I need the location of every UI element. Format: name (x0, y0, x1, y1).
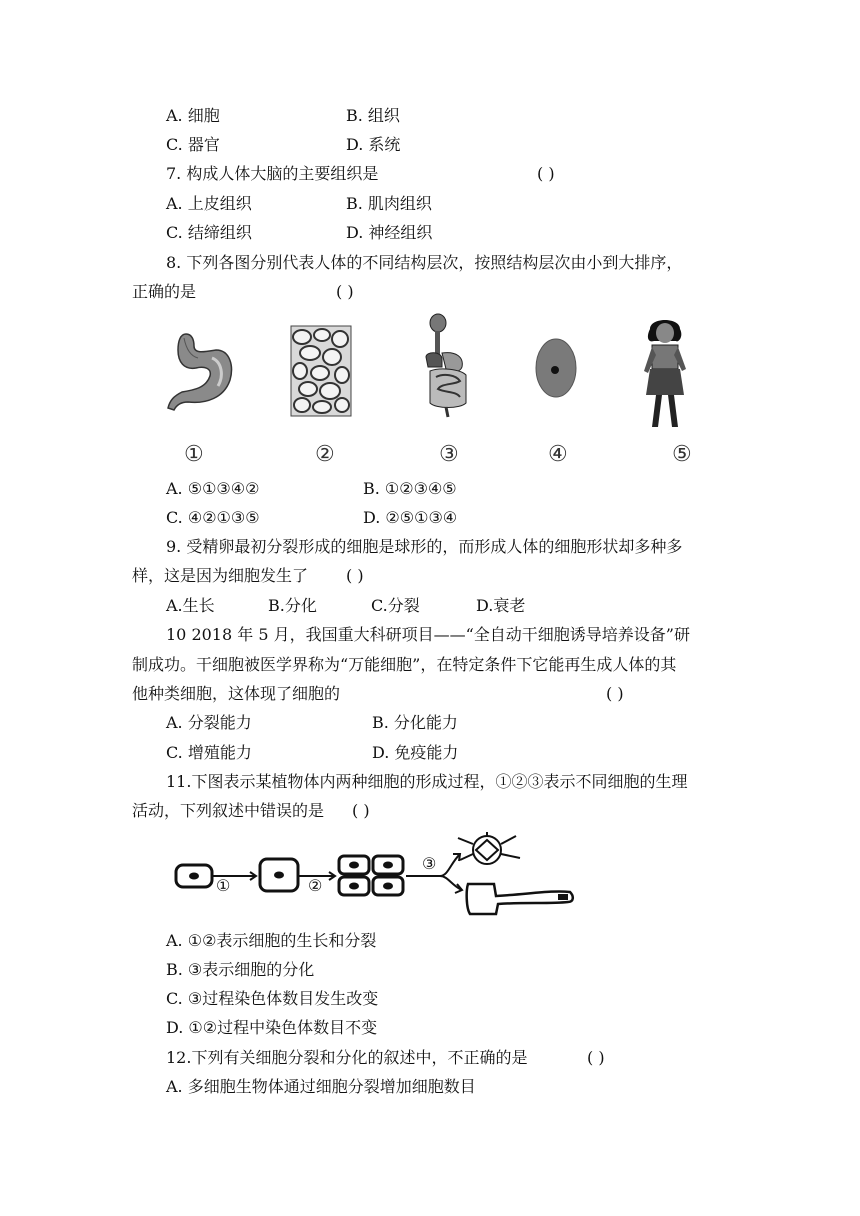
q11-stem-line2: 活动，下列叙述中错误的是 (132, 801, 325, 820)
tissue-icon (290, 325, 352, 417)
q12-answer-bracket: ( ) (587, 1048, 605, 1067)
q11-option-b: B. ③表示细胞的分化 (166, 960, 315, 979)
q10-stem-line1: 10 2018 年 5 月，我国重大科研项目——“全自动干细胞诱导培养设备”研 (166, 625, 690, 644)
digestive-system-icon (420, 313, 474, 419)
q8-stem-line2: 正确的是 (132, 282, 197, 301)
q8-option-c: C. ④②①③⑤ (166, 508, 260, 527)
q9-stem-line2: 样，这是因为细胞发生了 (132, 566, 309, 585)
q7-answer-bracket: ( ) (537, 164, 555, 183)
q8-option-a: A. ⑤①③④② (166, 479, 260, 498)
human-body-icon (642, 315, 688, 431)
q11-option-a: A. ①②表示细胞的生长和分裂 (166, 931, 377, 950)
q7-stem: 7. 构成人体大脑的主要组织是 (166, 164, 379, 183)
stomach-icon (164, 330, 236, 412)
figure-label-4: ④ (548, 442, 568, 467)
q10-stem-line3: 他种类细胞，这体现了细胞的 (132, 684, 341, 703)
q6-option-a: A. 细胞 (166, 106, 220, 125)
q10-option-c: C. 增殖能力 (166, 743, 252, 762)
q9-option-c: C.分裂 (371, 596, 420, 615)
q9-answer-bracket: ( ) (346, 566, 364, 585)
diagram-label-3: ③ (422, 854, 437, 873)
q8-stem-line1: 8. 下列各图分别代表人体的不同结构层次，按照结构层次由小到大排序， (166, 253, 683, 272)
q7-option-b: B. 肌肉组织 (346, 194, 432, 213)
diagram-label-2: ② (308, 876, 323, 895)
q8-option-b: B. ①②③④⑤ (363, 479, 457, 498)
q6-option-c: C. 器官 (166, 135, 220, 154)
q12-stem: 12.下列有关细胞分裂和分化的叙述中，不正确的是 (166, 1048, 528, 1067)
q10-stem-line2: 制成功。干细胞被医学界称为“万能细胞”，在特定条件下它能再生成人体的其 (132, 655, 677, 674)
figure-label-2: ② (315, 442, 335, 467)
q7-option-a: A. 上皮组织 (166, 194, 252, 213)
q7-option-d: D. 神经组织 (346, 223, 433, 242)
q11-option-d: D. ①②过程中染色体数目不变 (166, 1018, 378, 1037)
q8-option-d: D. ②⑤①③④ (363, 508, 458, 527)
q12-option-a: A. 多细胞生物体通过细胞分裂增加细胞数目 (166, 1077, 476, 1096)
q9-option-d: D.衰老 (476, 596, 526, 615)
q10-answer-bracket: ( ) (606, 684, 624, 703)
q11-stem-line1: 11.下图表示某植物体内两种细胞的形成过程，①②③表示不同细胞的生理 (166, 772, 688, 791)
q9-option-b: B.分化 (268, 596, 317, 615)
diagram-label-1: ① (216, 876, 231, 895)
q11-answer-bracket: ( ) (352, 801, 370, 820)
q7-option-c: C. 结缔组织 (166, 223, 252, 242)
q8-answer-bracket: ( ) (336, 282, 354, 301)
q10-option-a: A. 分裂能力 (166, 713, 252, 732)
figure-label-3: ③ (439, 442, 459, 467)
q10-option-b: B. 分化能力 (372, 713, 458, 732)
q6-option-d: D. 系统 (346, 135, 401, 154)
q10-option-d: D. 免疫能力 (372, 743, 459, 762)
cell-icon (534, 336, 578, 400)
q11-option-c: C. ③过程染色体数目发生改变 (166, 989, 379, 1008)
q9-stem-line1: 9. 受精卵最初分裂形成的细胞是球形的，而形成人体的细胞形状却多种多 (166, 537, 683, 556)
cell-differentiation-diagram (170, 832, 580, 918)
q9-option-a: A.生长 (166, 596, 215, 615)
figure-label-1: ① (184, 442, 204, 467)
q6-option-b: B. 组织 (346, 106, 400, 125)
figure-label-5: ⑤ (672, 442, 692, 467)
